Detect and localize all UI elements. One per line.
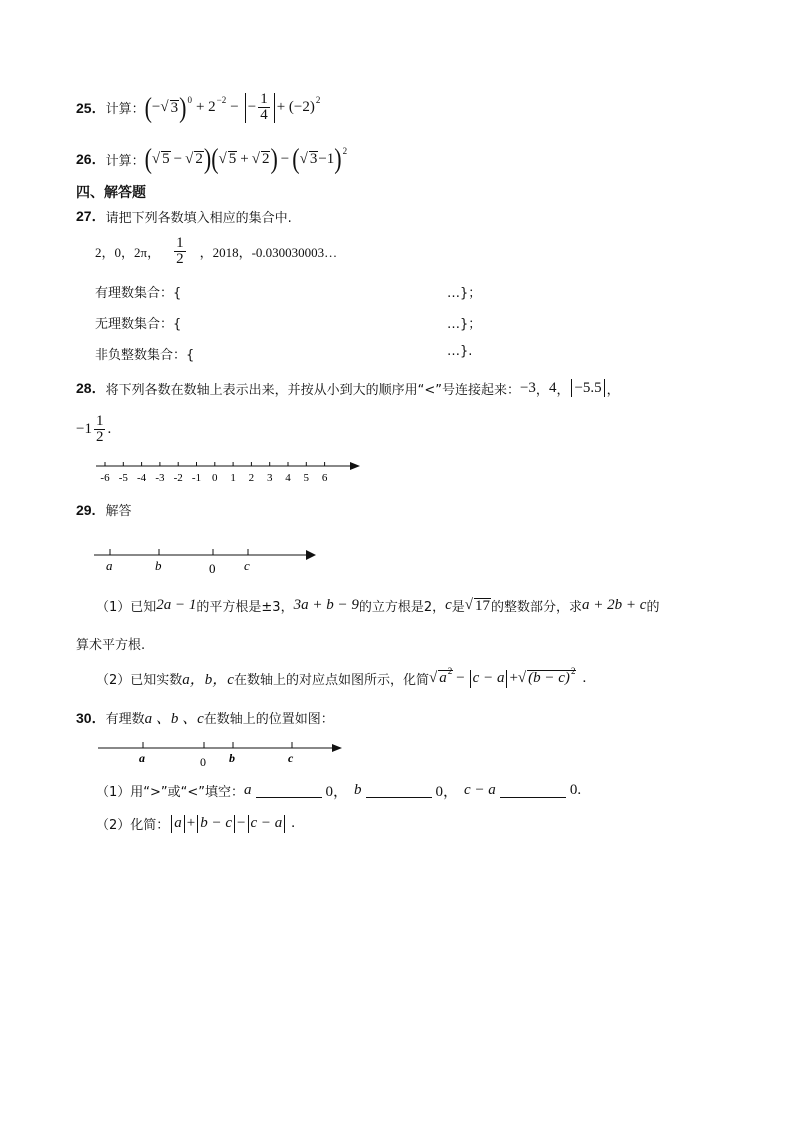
number-list: 2，0，2π， $\frac{1}{2}$ ，2018，-0.030030003… [95,235,338,267]
question-text: 解答 [105,504,132,519]
abs-bar [197,815,198,833]
axis-label-zero: 0 [200,755,206,769]
fraction: $\frac{1}{4}$ [260,91,268,123]
fraction: $\frac{1}{2}$ [176,235,184,267]
sqrt-icon: √ [464,597,474,613]
question-text: 将下列各数在数轴上表示出来，并按从小到大的顺序用“<”号连接起来： [105,382,520,398]
question-label: 计算： [105,102,145,117]
axis-label-a: a [106,558,113,573]
question-27 [76,206,292,226]
axis-label-c: c [288,751,294,765]
math-expression: ( − √ 3 ) 0 + 2 −2 − − $\frac{1}{4}$ + (−2) 2 [144,90,321,124]
q29-part2: （2）已知实数 a，b，c 在数轴上的对应点如图所示，化简 √ $a^2$ − c − a + √ $(b - c)^2$ . [96,666,587,688]
sqrt-icon: √ [160,99,169,115]
irrational-set-label: 无理数集合：{ [95,317,182,332]
question-text: 请把下列各数填入相应的集合中. [105,210,292,226]
rational-set-end: …}； [447,286,482,301]
number-line-29 [92,544,320,578]
sqrt-icon: √ [251,150,260,167]
nonneg-integer-set-label: 非负整数集合：{ [95,348,195,363]
abs-bar [604,379,605,397]
tick-label: 2 [248,472,255,484]
question-number: 27． [76,208,106,224]
abs-bar [184,815,185,833]
mixed-number: −1 $\frac{1}{2}$ . [76,413,112,445]
math-expression: ( √ 5 − √ 2 ) ( √ 5 + √ 2 ) − ( √ 3 −1 ) 2 [144,142,348,175]
tick-label: -4 [137,472,147,484]
sqrt-icon: √ [151,150,161,167]
axis-label-a: a [139,751,145,765]
fraction: $\frac{1}{2}$ [95,413,104,445]
q29-part1-line1: （1）已知 2a − 1 的平方根是±3， 3a + b − 9 的立方根是2， c 是 √ 17 的整数部分，求 a + 2b + c 的 [96,597,660,615]
abs-bar [274,93,275,123]
answer-blank[interactable] [500,783,566,798]
abs-bar [284,815,285,833]
question-label: 计算： [105,153,145,169]
tick-label: 5 [303,472,310,484]
answer-blank[interactable] [256,783,322,798]
tick-label: -6 [100,472,110,484]
abs-bar [506,670,507,688]
question-number: 28． [76,380,106,396]
axis-label-c: c [244,558,250,573]
nonneg-integer-set-end: …}. [447,344,473,359]
abs-bar [234,815,235,833]
question-30: 30． 有理数 a 、b 、c 在数轴上的位置如图： [76,709,334,727]
sqrt-icon: √ [517,670,527,686]
arrow-icon [350,462,360,470]
axis-ticks [100,462,327,484]
abs-bar [171,815,172,833]
tick-label: 6 [321,472,328,484]
answer-blank[interactable] [366,783,432,798]
abs-bar [470,670,471,688]
tick-label: -2 [173,472,183,484]
sqrt-icon: √ [218,150,227,167]
abs-bar [245,93,246,123]
irrational-set-end: …}； [447,317,482,332]
tick-label: 3 [266,472,273,484]
section-heading: 四、解答题 [76,185,146,201]
tick-label: -5 [118,472,128,484]
question-29 [76,500,131,519]
q30-part2: （2）化简： a + b − c − c − a . [96,815,296,833]
question-28: 28． 将下列各数在数轴上表示出来，并按从小到大的顺序用“<”号连接起来： −3 ， 4 ， −5.5 ， [76,379,620,398]
sqrt-icon: √ [299,150,308,167]
tick-label: -1 [191,472,202,484]
question-25 [76,92,320,123]
sqrt-icon: √ [428,670,438,686]
question-number: 25． [76,99,106,116]
number-line-28 [92,456,364,486]
abs-bar [248,815,249,833]
arrow-icon [332,744,342,752]
arrow-icon [306,550,316,560]
tick-label: 4 [285,472,291,484]
rational-set-label: 有理数集合：{ [95,286,182,301]
question-number: 26． [76,151,106,167]
axis-label-zero: 0 [209,561,216,576]
abs-bar [571,379,572,397]
q29-part1-line2: 算术平方根. [76,638,146,653]
tick-label: 1 [230,472,236,484]
question-26 [76,142,348,175]
axis-label-b: b [155,558,162,573]
number-line-30 [96,736,346,770]
question-number: 30． [76,709,106,726]
tick-label: 0 [212,472,218,484]
tick-label: -3 [155,472,165,484]
sqrt-icon: √ [185,150,194,167]
q30-part1: （1）用“>”或“<”填空： a 0， b 0， c − a 0. [96,782,582,800]
axis-label-b: b [229,751,235,765]
question-number: 29. [76,501,96,518]
